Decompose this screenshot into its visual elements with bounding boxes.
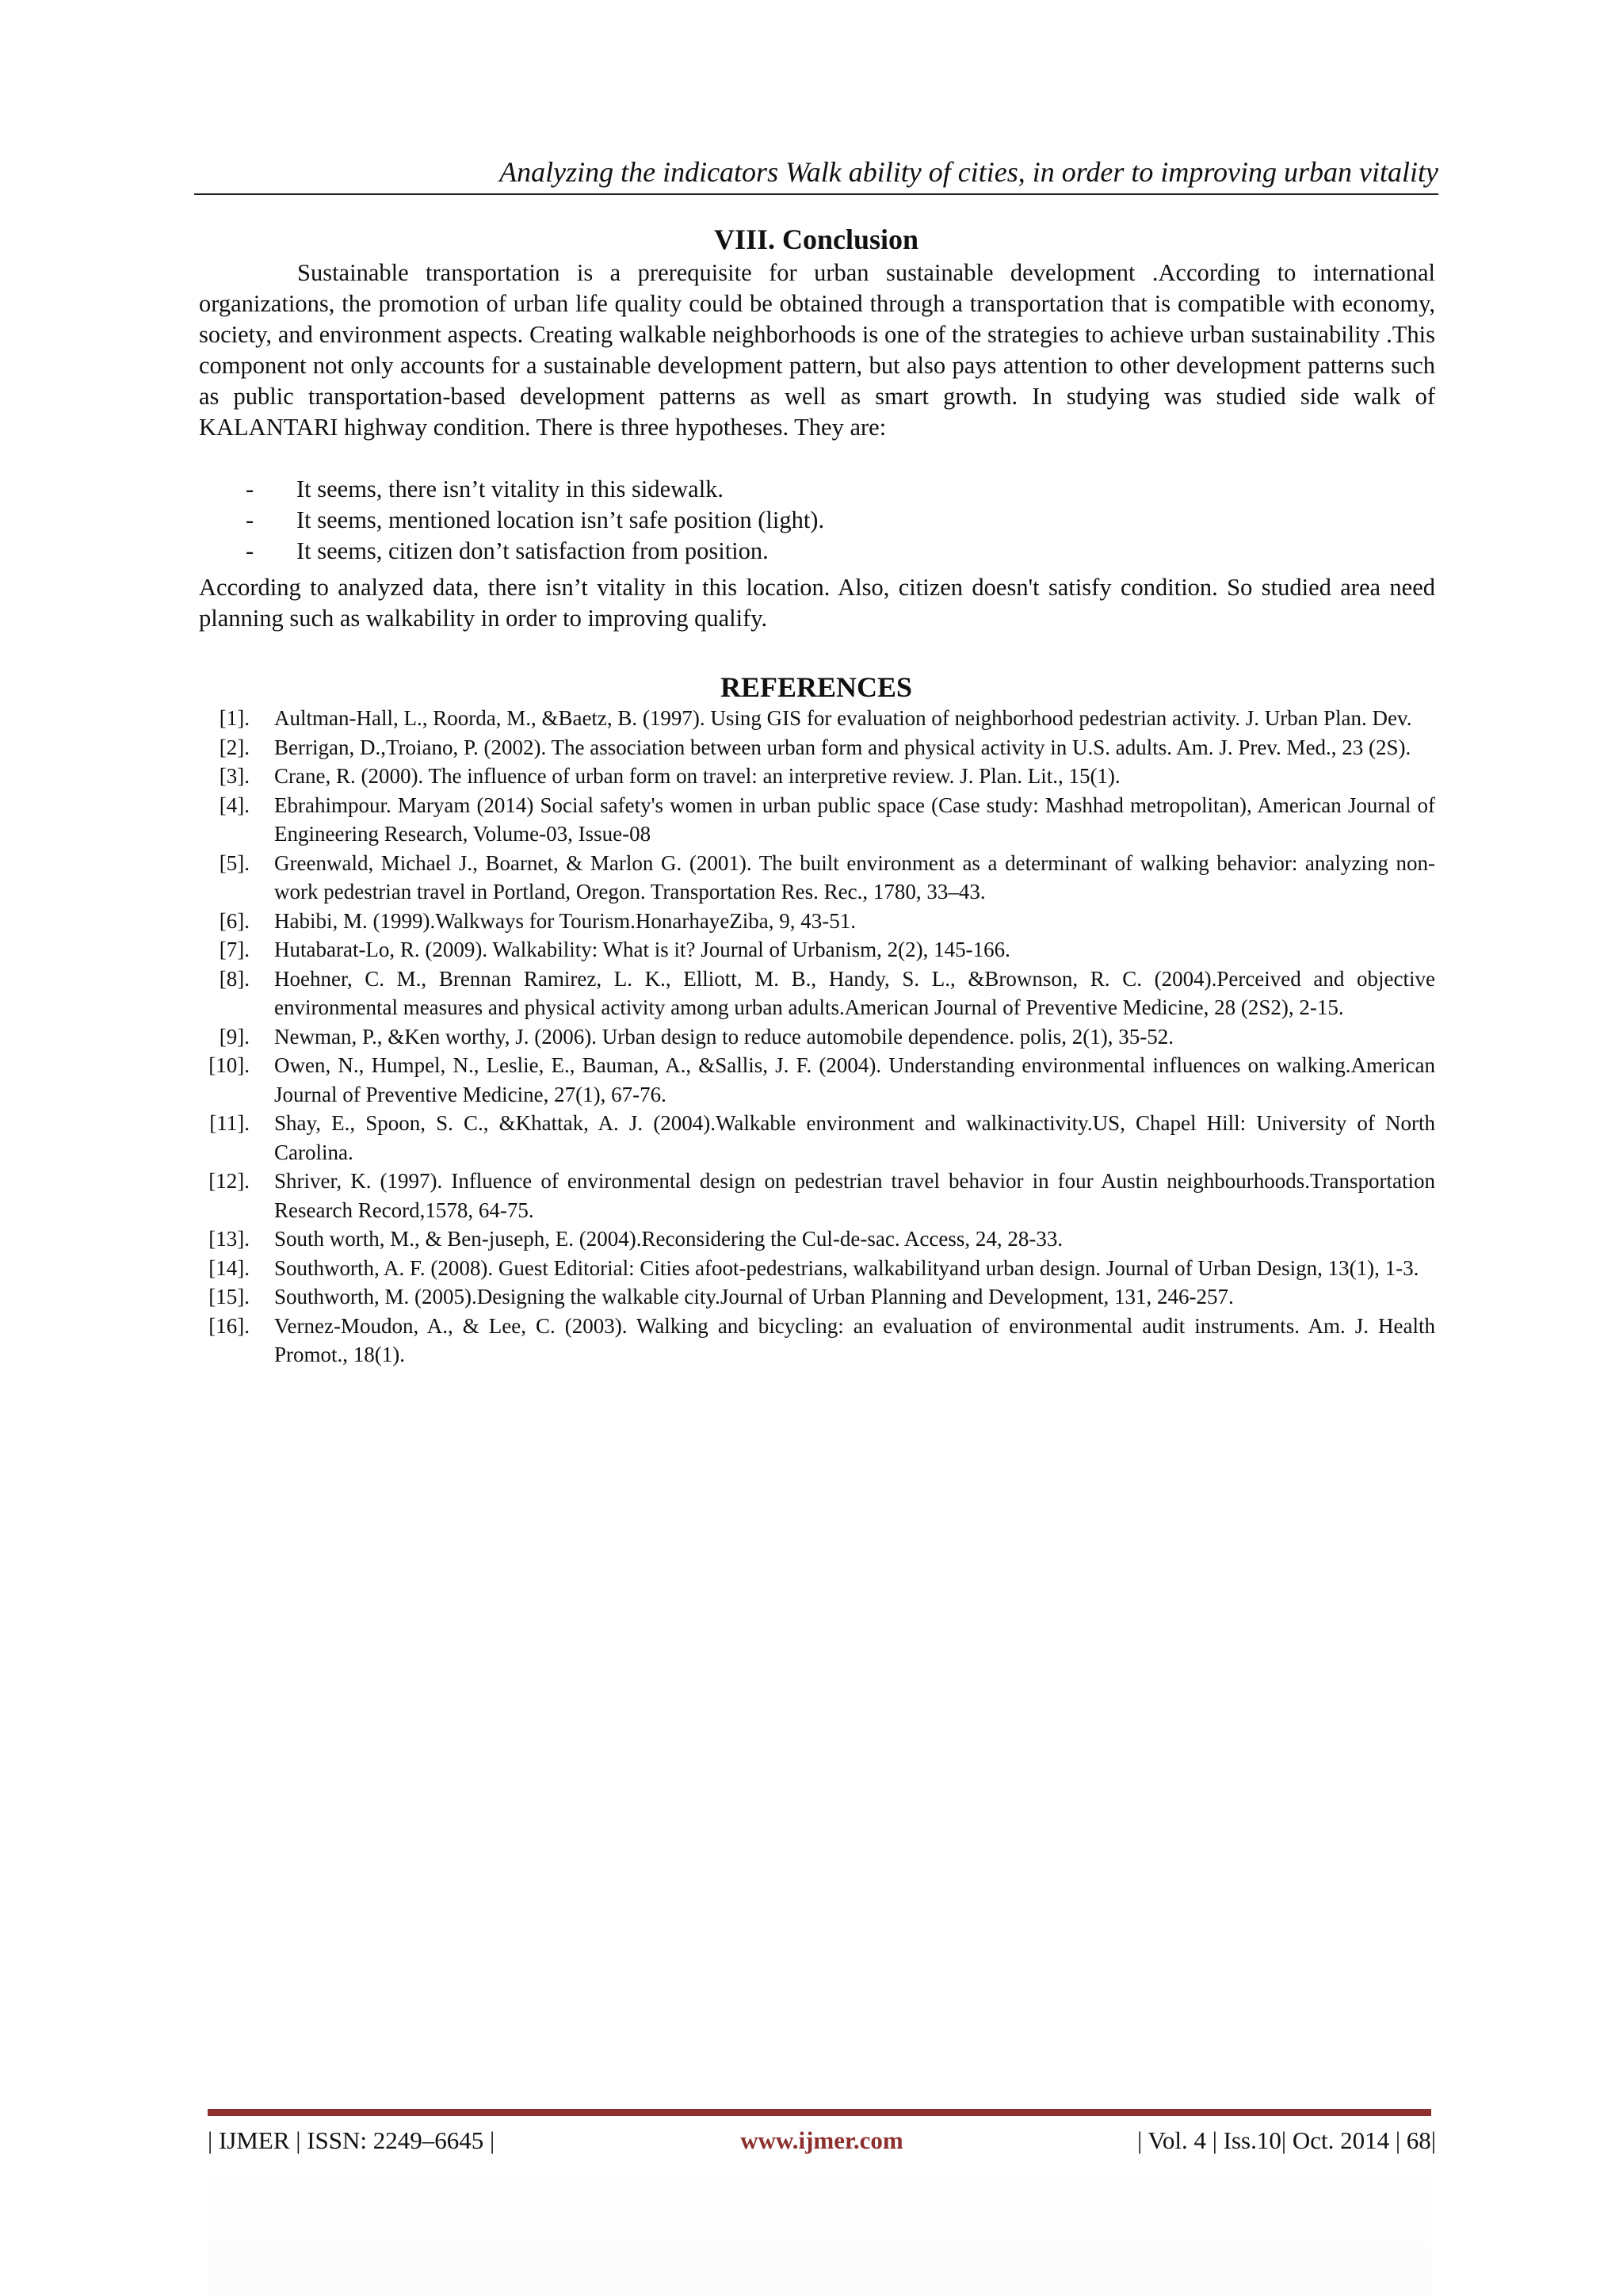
reference-item bbox=[194, 1022, 1435, 1052]
header-rule bbox=[194, 193, 1438, 195]
reference-number: [1]. bbox=[219, 706, 250, 730]
hypothesis-item bbox=[246, 536, 1434, 567]
reference-text: Newman, P., &Ken worthy, J. (2006). Urban design to reduce automobile dependence. polis, 2(1), 35-52. bbox=[274, 1024, 1174, 1049]
conclusion-closing-paragraph: According to analyzed data, there isn’t vitality in this location. Also, citizen doesn't satisfy condition. So studied area need planning such as walkability in order to improving qualify. bbox=[199, 574, 1435, 632]
reference-text: Shriver, K. (1997). Influence of environmental design on pedestrian travel behavior in four Austin neighbourhoods.Transportation Research Record,1578, 64-75. bbox=[274, 1169, 1435, 1222]
running-header: Analyzing the indicators Walk ability of cities, in order to improving urban vitality bbox=[499, 156, 1438, 188]
reference-number: [11]. bbox=[209, 1111, 250, 1135]
reference-text: Crane, R. (2000). The influence of urban form on travel: an interpretive review. J. Plan. Lit., 15(1). bbox=[274, 764, 1121, 788]
reference-item bbox=[194, 1051, 1435, 1109]
reference-item bbox=[194, 762, 1435, 791]
reference-item bbox=[194, 1167, 1435, 1224]
reference-text: Aultman-Hall, L., Roorda, M., &Baetz, B. (1997). Using GIS for evaluation of neighborhood pedestrian activity. J. Urban Plan. Dev. bbox=[274, 706, 1412, 730]
reference-number: [4]. bbox=[219, 793, 250, 817]
references-heading: REFERENCES bbox=[720, 671, 913, 703]
footer-journal-issn: | IJMER | ISSN: 2249–6645 | bbox=[208, 2126, 495, 2154]
reference-text: Hutabarat-Lo, R. (2009). Walkability: What is it? Journal of Urbanism, 2(2), 145-166. bbox=[274, 938, 1010, 961]
reference-item bbox=[194, 791, 1435, 849]
reference-text: Greenwald, Michael J., Boarnet, & Marlon G. (2001). The built environment as a determinant of walking behavior: analyzing non-work pedestrian travel in Portland, Oregon. Transportation Res. Rec., 1780, 33–43. bbox=[274, 850, 1435, 904]
conclusion-paragraph: Sustainable transportation is a prerequisite for urban sustainable development .According to international organizations, the promotion of urban life quality could be obtained through a transportation that is compatible with economy, society, and environment aspects. Creating walkable neighborhoods is one of the strategies to achieve urban sustainability .This component not only accounts for a sustainable development pattern, but also pays attention to other development patterns such as public transportation-based development patterns as well as smart growth. In studying was studied side walk of KALANTARI highway condition. There is three hypotheses. They are: bbox=[199, 259, 1435, 441]
reference-text: Ebrahimpour. Maryam (2014) Social safety's women in urban public space (Case study: Mashhad metropolitan), American Journal of Engineering Research, Volume-03, Issue-08 bbox=[274, 793, 1435, 846]
conclusion-heading: VIII. Conclusion bbox=[713, 223, 919, 255]
reference-item bbox=[194, 1109, 1435, 1167]
reference-item bbox=[194, 935, 1435, 965]
footer-volume-page: | Vol. 4 | Iss.10| Oct. 2014 | 68| bbox=[1137, 2126, 1436, 2154]
reference-number: [16]. bbox=[208, 1313, 250, 1338]
reference-item bbox=[194, 733, 1435, 762]
reference-number: [15]. bbox=[208, 1285, 250, 1308]
reference-number: [14]. bbox=[208, 1255, 250, 1280]
hypothesis-item bbox=[246, 474, 1434, 505]
reference-item bbox=[194, 1254, 1435, 1283]
reference-number: [2]. bbox=[219, 735, 250, 759]
list-dash: - bbox=[246, 506, 254, 533]
list-dash: - bbox=[246, 537, 254, 564]
reference-item bbox=[194, 965, 1435, 1022]
hypothesis-text: It seems, mentioned location isn’t safe position (light). bbox=[296, 506, 825, 533]
reference-text: Berrigan, D.,Troiano, P. (2002). The association between urban form and physical activity in U.S. adults. Am. J. Prev. Med., 23 (2S). bbox=[274, 735, 1411, 759]
reference-text: Southworth, A. F. (2008). Guest Editorial: Cities afoot-pedestrians, walkabilityand urban design. Journal of Urban Design, 13(1), 1-3. bbox=[274, 1255, 1419, 1280]
reference-text: Habibi, M. (1999).Walkways for Tourism.HonarhayeZiba, 9, 43-51. bbox=[274, 908, 857, 933]
reference-number: [12]. bbox=[208, 1169, 250, 1193]
reference-item bbox=[194, 704, 1435, 733]
footer-band bbox=[208, 2168, 1431, 2296]
reference-number: [8]. bbox=[219, 966, 250, 991]
reference-number: [13]. bbox=[208, 1227, 250, 1251]
reference-number: [6]. bbox=[219, 908, 250, 933]
reference-item bbox=[194, 849, 1435, 907]
reference-text: Southworth, M. (2005).Designing the walkable city.Journal of Urban Planning and Development, 131, 246-257. bbox=[274, 1285, 1234, 1308]
reference-text: Hoehner, C. M., Brennan Ramirez, L. K., Elliott, M. B., Handy, S. L., &Brownson, R. C. (2004).Perceived and objective environmental measures and physical activity among urban adults.American Journal of Preventive Medicine, 28 (2S2), 2-15. bbox=[274, 966, 1435, 1019]
reference-number: [5]. bbox=[219, 850, 250, 875]
reference-item bbox=[194, 1282, 1435, 1312]
reference-item bbox=[194, 907, 1435, 936]
footer-website-link[interactable]: www.ijmer.com bbox=[740, 2126, 903, 2154]
hypothesis-item bbox=[246, 505, 1434, 536]
list-dash: - bbox=[246, 476, 254, 502]
hypothesis-text: It seems, citizen don’t satisfaction from position. bbox=[296, 537, 769, 564]
footer-rule bbox=[208, 2109, 1431, 2116]
reference-text: South worth, M., & Ben-juseph, E. (2004).Reconsidering the Cul-de-sac. Access, 24, 28-33. bbox=[274, 1227, 1064, 1251]
reference-text: Owen, N., Humpel, N., Leslie, E., Bauman, A., &Sallis, J. F. (2004). Understanding environmental influences on walking.American Journal of Preventive Medicine, 27(1), 67-76. bbox=[274, 1053, 1435, 1106]
hypothesis-text: It seems, there isn’t vitality in this sidewalk. bbox=[296, 476, 724, 502]
references-list bbox=[194, 704, 1435, 1370]
reference-item bbox=[194, 1224, 1435, 1254]
reference-number: [7]. bbox=[219, 938, 250, 961]
reference-text: Vernez-Moudon, A., & Lee, C. (2003). Walking and bicycling: an evaluation of environmental audit instruments. Am. J. Health Promot., 18(1). bbox=[274, 1313, 1435, 1366]
reference-item bbox=[194, 1312, 1435, 1370]
page-footer bbox=[208, 2125, 1436, 2157]
reference-text: Shay, E., Spoon, S. C., &Khattak, A. J. (2004).Walkable environment and walkinactivity.US, Chapel Hill: University of North Carolina. bbox=[274, 1111, 1435, 1164]
reference-number: [10]. bbox=[208, 1053, 250, 1077]
reference-number: [9]. bbox=[219, 1024, 250, 1049]
reference-number: [3]. bbox=[219, 764, 250, 788]
hypotheses-list bbox=[246, 474, 1434, 567]
